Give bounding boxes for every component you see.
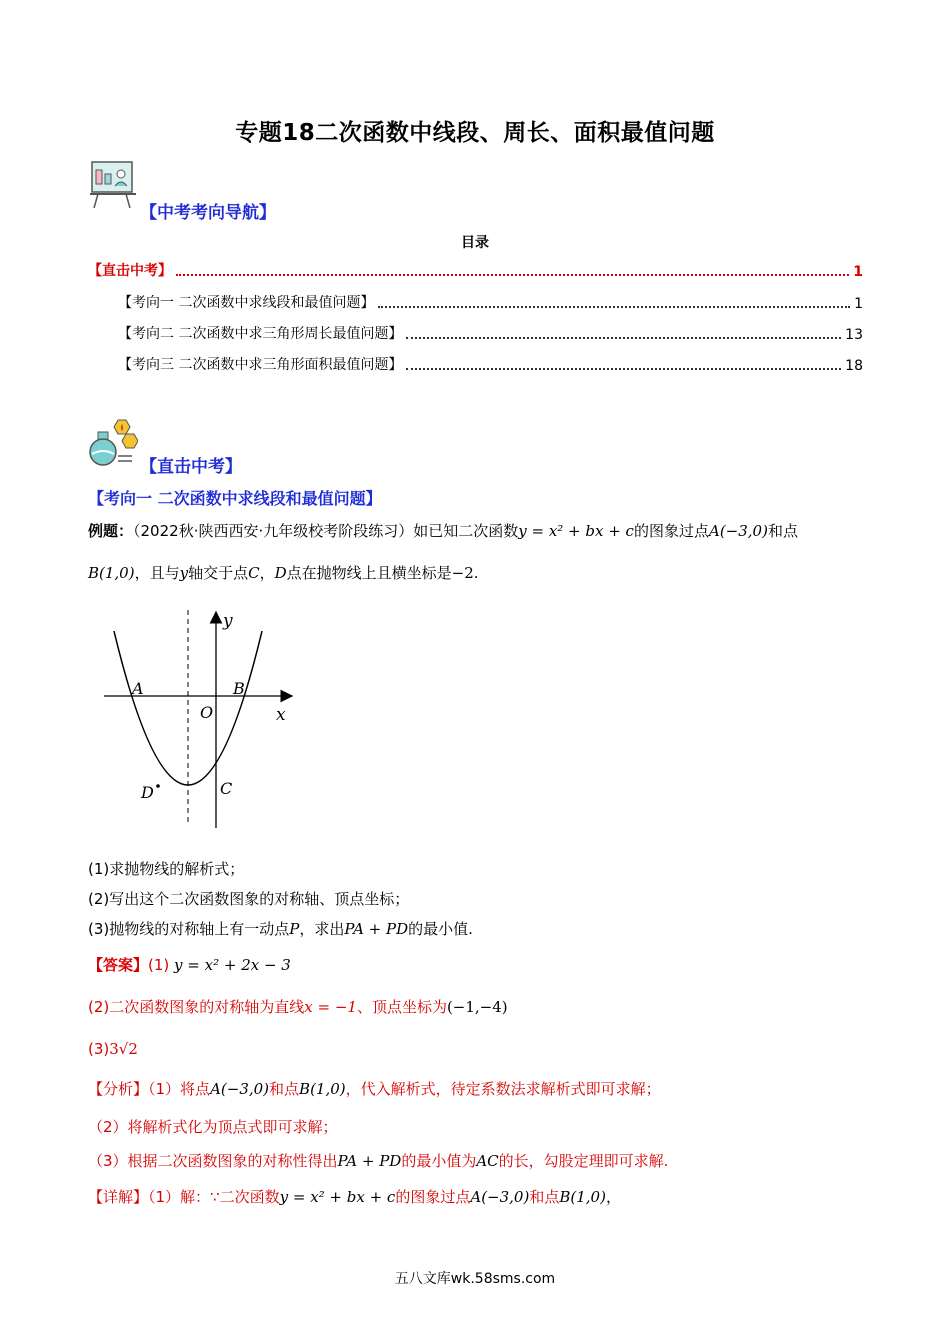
toc-row-topic-2[interactable] [118,323,863,343]
toc-title: 目录 [461,235,489,251]
parabola-graph [96,606,306,835]
label-x: x [276,705,286,725]
answer-line-1 [88,954,291,976]
toc-leader [378,306,850,308]
label-c: C [220,779,233,798]
analysis-line-2: （2）将解析式化为顶点式即可求解； [88,1118,338,1136]
question-2: (2)写出这个二次函数图象的对称轴、顶点坐标； [88,890,410,908]
toc-page: 1 [853,264,863,280]
parabola-curve [114,631,262,785]
answer-3-value: 3√2 [109,1040,138,1058]
toc-row-direct[interactable] [88,260,863,280]
nav-heading: 【中考考向导航】 [140,203,276,223]
value-neg2: −2 [451,564,474,582]
expr-pa-pd: PA + PD [337,1152,402,1170]
toc-page: 1 [854,296,863,312]
example-text: ，且与 [134,564,180,582]
analysis-text: （1）将点 [148,1080,211,1098]
q3-text: 的最小值. [408,920,473,938]
detail-text: ， [605,1188,621,1206]
var-y: y [179,564,189,582]
label-b: B [233,679,245,698]
analysis-text: 的最小值为 [401,1152,477,1170]
answer-line-3 [88,1038,138,1060]
toc-page: 18 [845,358,863,374]
expr-pa-pd: PA + PD [344,920,409,938]
section-heading: 【直击中考】 [140,457,242,477]
answer-num: (1) [148,956,170,974]
example-line-2 [88,562,479,584]
toc-row-topic-1[interactable] [118,292,863,312]
symmetry-axis-value: x = −1 [304,998,357,1016]
example-label: 例题： [88,522,134,540]
analysis-label: 【分析】 [88,1080,149,1098]
point-a: A(−3,0) [708,522,768,540]
example-source: （2022秋·陕西西安·九年级校考阶段练习）如已知二次函数 [133,522,519,540]
footer-watermark: 五八文库wk.58sms.com [394,1271,556,1287]
analysis-line-1 [88,1078,661,1100]
detail-label: 【详解】 [88,1188,149,1206]
question-3 [88,918,473,940]
answer-1-formula: y = x² + 2x − 3 [174,956,291,974]
question-1: (1)求抛物线的解析式； [88,860,245,878]
label-o: O [200,703,214,722]
point-d-dot [156,784,160,788]
label-a: A [132,679,144,698]
q3-text: ，求出 [299,920,345,938]
example-text: 点在抛物线上且横坐标是 [286,564,452,582]
flask-icon [88,418,138,472]
teacher-board-icon [88,160,140,214]
analysis-text: 的长，勾股定理即可求解. [498,1152,669,1170]
example-func: y = x² + bx + c [518,522,634,540]
analysis-text: 和点 [269,1080,300,1098]
label-y: y [223,611,233,631]
answer-text: (2)二次函数图象的对称轴为直线 [88,998,305,1016]
detail-line-1 [88,1186,621,1208]
example-text: . [473,564,479,582]
detail-text: 的图象过点 [395,1188,471,1206]
toc-label: 【考向一 二次函数中求线段和最值问题】 [118,295,375,311]
toc-label: 【考向二 二次函数中求三角形周长最值问题】 [118,326,403,342]
segment-ac: AC [476,1152,499,1170]
toc-page: 13 [845,327,863,343]
toc-leader [176,274,849,276]
vertex-value: (−1,−4) [446,998,508,1016]
detail-text: 和点 [529,1188,560,1206]
toc-leader [406,337,841,339]
example-line-1 [88,520,798,542]
analysis-text: ，代入解析式，待定系数法求解析式即可求解； [345,1080,661,1098]
point-b: B(1,0) [88,564,135,582]
detail-text: （1）解：∵二次函数 [148,1188,280,1206]
answer-num: (3) [88,1040,110,1058]
answer-text: 、顶点坐标为 [356,998,447,1016]
point-b: B(1,0) [559,1188,606,1206]
detail-func: y = x² + bx + c [279,1188,396,1206]
point-b: B(1,0) [299,1080,346,1098]
analysis-line-3 [88,1150,668,1172]
toc-label: 【考向三 二次函数中求三角形面积最值问题】 [118,357,403,373]
example-text: 和点 [767,522,798,540]
toc-label: 【直击中考】 [88,263,172,279]
var-c: C [248,564,260,582]
example-text: 的图象过点 [633,522,709,540]
answer-line-2 [88,996,508,1018]
var-d: D [274,564,287,582]
var-p: P [289,920,300,938]
analysis-text: （3）根据二次函数图象的对称性得出 [88,1152,338,1170]
label-d: D [141,783,154,802]
q3-text: (3)抛物线的对称轴上有一动点 [88,920,290,938]
sub-heading: 【考向一 二次函数中求线段和最值问题】 [88,489,382,508]
point-a: A(−3,0) [470,1188,530,1206]
toc-row-topic-3[interactable] [118,354,863,374]
example-text: ， [259,564,275,582]
example-text: 轴交于点 [188,564,249,582]
page-title: 专题18二次函数中线段、周长、面积最值问题 [235,120,715,146]
answer-label: 【答案】 [88,956,149,974]
point-a: A(−3,0) [210,1080,270,1098]
toc-leader [406,368,841,370]
